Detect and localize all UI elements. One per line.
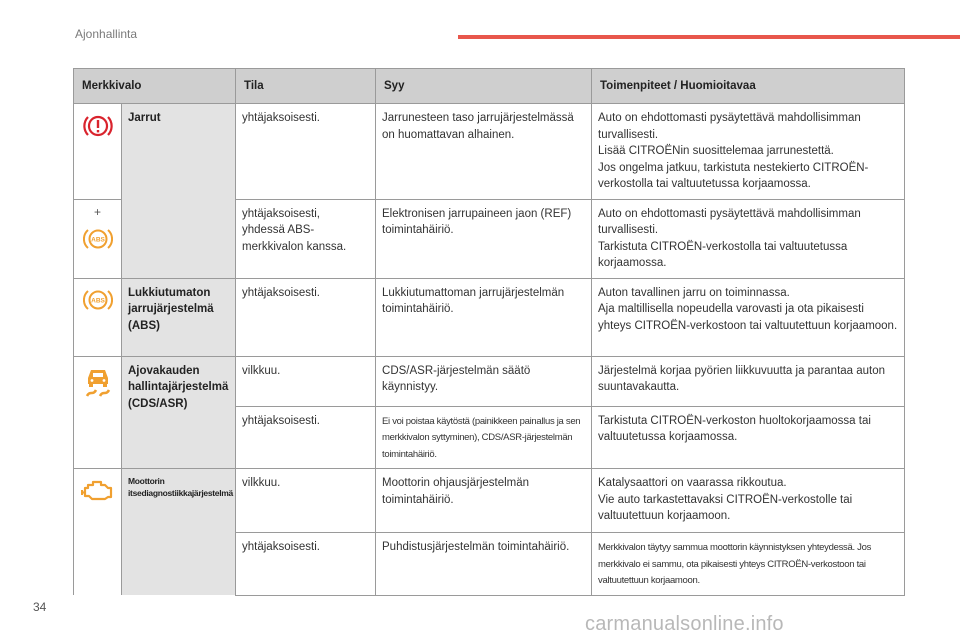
indicator-name: Jarrut [122, 104, 236, 279]
abs-warning-icon [83, 226, 113, 258]
indicator-icon-cell [74, 356, 122, 469]
engine-diagnostic-icon [81, 477, 115, 509]
watermark: carmanualsonline.info [585, 613, 784, 635]
indicator-icon-cell [74, 469, 122, 596]
syy-cell: Jarrunesteen taso jarrujärjestelmässä on huomattavan alhainen. [376, 104, 592, 200]
toimenpiteet-cell: Tarkistuta CITROËN-verkoston huoltokorjaamossa tai valtuutetussa korjaamossa. [592, 406, 905, 469]
toimenpiteet-cell: Auton tavallinen jarru on toiminnassa. Aja maltillisella nopeudella varovasti ja ota pikaisesti yhteys CITROËN-verkostoon tai valtuutettuun korjaamoon. [592, 278, 905, 356]
tila-cell: yhtäjaksoisesti. [236, 406, 376, 469]
toimenpiteet-cell: Merkkivalon täytyy sammua moottorin käynnistyksen yhteydessä. Jos merkkivalo ei sammu, ota pikaisesti yhteys CITROËN-verkostoon tai valtuutettuun korjaamoon. [592, 533, 905, 596]
tila-cell: yhtäjaksoisesti. [236, 278, 376, 356]
column-header-tila: Tila [236, 69, 376, 104]
toimenpiteet-cell: Katalysaattori on vaarassa rikkoutua. Vie auto tarkastettavaksi CITROËN-verkostolle tai valtuutettuun korjaamoon. [592, 469, 905, 533]
accent-bar [458, 35, 960, 39]
table-header-row [74, 69, 905, 104]
indicator-name: Moottorin itsediagnostiikkajärjestelmä [122, 469, 236, 596]
section-title: Ajonhallinta [75, 27, 138, 41]
column-header-syy: Syy [376, 69, 592, 104]
tila-cell: vilkkuu. [236, 356, 376, 406]
indicator-table [73, 68, 905, 596]
svg-text:ABS: ABS [90, 236, 105, 244]
table-row [74, 356, 905, 406]
column-header-toimenpiteet: Toimenpiteet / Huomioitavaa [592, 69, 905, 104]
indicator-icon-cell [74, 278, 122, 356]
syy-cell: Moottorin ohjausjärjestelmän toimintahäiriö. [376, 469, 592, 533]
column-header-merkkivalo: Merkkivalo [74, 69, 236, 104]
indicator-name: Lukkiutumaton jarrujärjestelmä (ABS) [122, 278, 236, 356]
toimenpiteet-cell: Auto on ehdottomasti pysäytettävä mahdollisimman turvallisesti. Tarkistuta CITROËN-verkostolla tai valtuutetussa korjaamossa. [592, 199, 905, 278]
toimenpiteet-cell: Järjestelmä korjaa pyörien liikkuvuutta ja parantaa auton suuntavakautta. [592, 356, 905, 406]
syy-cell: Lukkiutumattoman jarrujärjestelmän toimintahäiriö. [376, 278, 592, 356]
syy-cell: Elektronisen jarrupaineen jaon (REF) toimintahäiriö. [376, 199, 592, 278]
toimenpiteet-cell: Auto on ehdottomasti pysäytettävä mahdollisimman turvallisesti. Lisää CITROËNin suosittelemaa jarrunestettä. Jos ongelma jatkuu, tarkistuta nestekierto CITROËN-verkostolla tai valtuutetussa korjaamossa. [592, 104, 905, 200]
tila-cell: yhtäjaksoisesti. [236, 104, 376, 200]
stability-control-icon [83, 365, 113, 405]
syy-cell: Puhdistusjärjestelmän toimintahäiriö. [376, 533, 592, 596]
page-number: 34 [33, 600, 47, 614]
syy-cell: CDS/ASR-järjestelmän säätö käynnistyy. [376, 356, 592, 406]
plus-sign: + [93, 204, 101, 219]
indicator-icon-cell [74, 104, 122, 200]
table-row [74, 104, 905, 200]
tila-cell: yhtäjaksoisesti. [236, 533, 376, 596]
tila-cell: yhtäjaksoisesti, yhdessä ABS-merkkivalon kanssa. [236, 199, 376, 278]
syy-cell: Ei voi poistaa käytöstä (painikkeen painallus ja sen merkkivalon syttyminen), CDS/ASR-järjestelmän toimintahäiriö. [376, 406, 592, 469]
table-row [74, 278, 905, 356]
indicator-name: Ajovakauden hallintajärjestelmä (CDS/ASR) [122, 356, 236, 469]
svg-text:ABS: ABS [90, 297, 105, 304]
indicator-icon-cell [74, 199, 122, 278]
tila-cell: vilkkuu. [236, 469, 376, 533]
brake-warning-icon [83, 112, 113, 146]
table-row [74, 469, 905, 533]
abs-warning-icon [83, 287, 113, 319]
